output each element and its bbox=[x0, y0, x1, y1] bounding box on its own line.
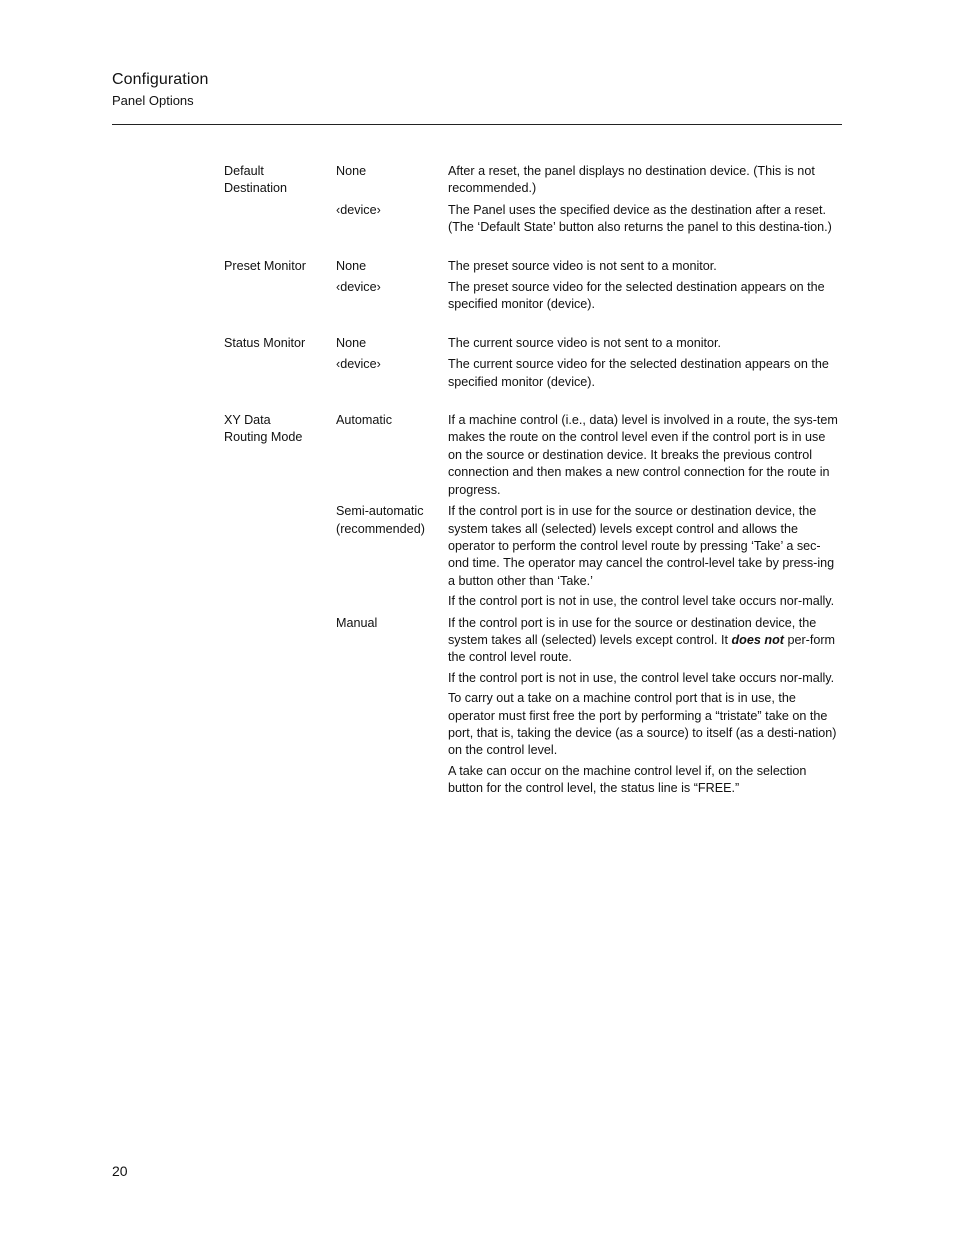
description-text bbox=[448, 615, 840, 667]
page-header-title: Configuration bbox=[112, 71, 209, 88]
choice-description bbox=[448, 258, 840, 279]
description-text: If the control port is not in use, the control level take occurs nor-mally. bbox=[448, 594, 835, 609]
choice-value: None bbox=[336, 335, 367, 350]
description-text: The current source video for the selected destination appears on the specified monitor (device). bbox=[448, 357, 829, 389]
description-text: The preset source video is not sent to a monitor. bbox=[448, 258, 717, 273]
choice-description bbox=[448, 615, 840, 802]
choice-description bbox=[448, 163, 840, 202]
emphasis-text: does not bbox=[731, 632, 784, 647]
choice-value: Manual bbox=[336, 615, 378, 630]
choice-value: Semi-automatic (recommended) bbox=[336, 504, 425, 536]
choice-description bbox=[448, 279, 840, 318]
description-text-part: If the control port is in use for the source or destination device, the system takes all (selected) levels except control. It bbox=[448, 615, 817, 647]
option-name: XY Data Routing Mode bbox=[224, 413, 303, 445]
choice-description bbox=[448, 503, 840, 614]
choice-value: ‹device› bbox=[336, 357, 381, 372]
option-name: Status Monitor bbox=[224, 335, 306, 350]
choice-value: Automatic bbox=[336, 413, 392, 428]
choice-value: ‹device› bbox=[336, 280, 381, 295]
description-text: To carry out a take on a machine control port that is in use, the operator must first free the port by performing a “tristate” take on the port, that is, taking the device (as a source) to itself (as a desti-nation) on the control level. bbox=[448, 691, 837, 758]
option-xy-data-routing-mode bbox=[224, 412, 844, 802]
description-text: If the control port is not in use, the control level take occurs nor-mally. bbox=[448, 670, 835, 685]
choice-value: None bbox=[336, 258, 367, 273]
description-text: If the control port is in use for the source or destination device, the system takes all (selected) levels except control and allows the operator to perform the control level route by pressing ‘Take’ a sec-ond time. The operator may cancel the control-level take by press-ing a button other than ‘Take.’ bbox=[448, 504, 835, 588]
description-text: The current source video is not sent to a monitor. bbox=[448, 335, 722, 350]
choice-description bbox=[448, 202, 840, 241]
option-name: Default Destination bbox=[224, 164, 288, 196]
page-header-subtitle: Panel Options bbox=[112, 93, 194, 108]
description-text: A take can occur on the machine control level if, on the selection button for the control level, the status line is “FREE.” bbox=[448, 763, 807, 796]
options-table bbox=[224, 163, 844, 819]
header-divider bbox=[112, 124, 842, 125]
description-text: If a machine control (i.e., data) level is involved in a route, the sys-tem makes the route on the control level even if the control port is in use on the source or destination device. It breaks the previous control connection and then makes a new control connection for the route in progress. bbox=[448, 413, 838, 497]
option-preset-monitor bbox=[224, 258, 844, 318]
description-text: The Panel uses the specified device as the destination after a reset. (The ‘Default State’ button also returns the panel to this destina-tion.) bbox=[448, 202, 832, 235]
choice-description bbox=[448, 335, 840, 356]
choice-description bbox=[448, 356, 840, 395]
choice-value: None bbox=[336, 164, 367, 178]
description-text-part: per-form the control level route. bbox=[448, 632, 836, 665]
description-text: After a reset, the panel displays no destination device. (This is not recommended.) bbox=[448, 164, 815, 196]
option-default-destination bbox=[224, 163, 844, 241]
option-status-monitor bbox=[224, 335, 844, 395]
description-text: The preset source video for the selected destination appears on the specified monitor (device). bbox=[448, 280, 825, 312]
option-name: Preset Monitor bbox=[224, 258, 306, 273]
choice-value: ‹device› bbox=[336, 202, 381, 217]
choice-description bbox=[448, 412, 840, 503]
page-number: 20 bbox=[112, 1163, 128, 1179]
